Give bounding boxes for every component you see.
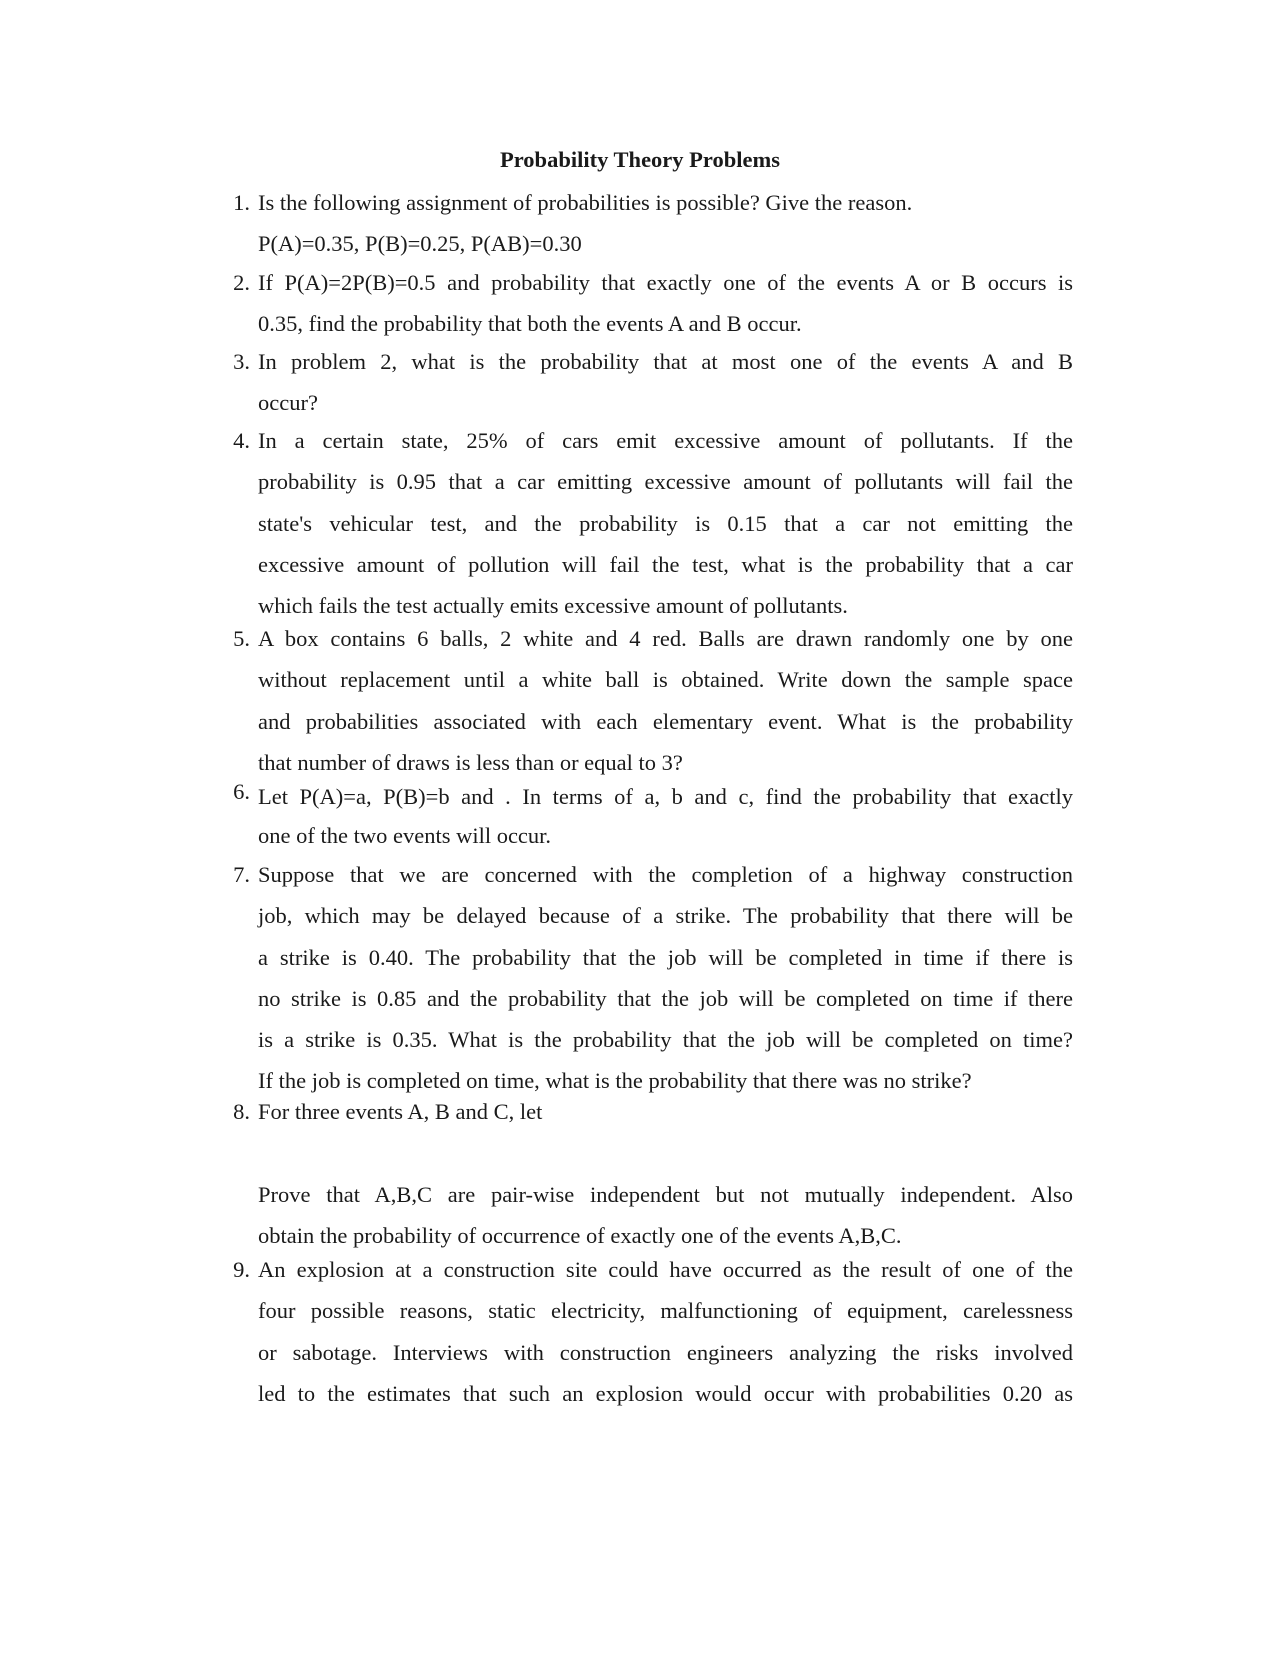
problem-number: 4.: [233, 428, 250, 453]
problem-number: 1.: [233, 190, 250, 215]
problem-line: led to the estimates that such an explosion would occur with probabilities 0.20 as: [258, 1380, 1073, 1406]
problem-text: [258, 1249, 1073, 1414]
problem-number: 2.: [233, 270, 250, 295]
problem-line: A box contains 6 balls, 2 white and 4 red. Balls are drawn randomly one by one: [258, 626, 1073, 651]
problem-text: [258, 854, 1073, 1102]
page-title: Probability Theory Problems: [499, 147, 780, 172]
problem-number: 5.: [233, 626, 250, 651]
problem-line: P(A)=0.35, P(B)=0.25, P(AB)=0.30: [258, 231, 582, 257]
problem-text: [258, 618, 1073, 783]
problem-text: [258, 262, 1073, 345]
problem-line: If P(A)=2P(B)=0.5 and probability that exactly one of the events A or B occurs is: [258, 270, 1073, 295]
problem-line: state's vehicular test, and the probability is 0.15 that a car not emitting the: [258, 510, 1073, 536]
problem-line: An explosion at a construction site could have occurred as the result of one of the: [258, 1257, 1073, 1282]
problem-line: four possible reasons, static electricity, malfunctioning of equipment, carelessness: [258, 1298, 1073, 1324]
problem-number: 9.: [233, 1257, 250, 1282]
problem-line: a strike is 0.40. The probability that the job will be completed in time if there is: [258, 944, 1073, 970]
problem-line: that number of draws is less than or equal to 3?: [258, 749, 683, 775]
problem-line: obtain the probability of occurrence of exactly one of the events A,B,C.: [258, 1222, 902, 1248]
problem-line: Prove that A,B,C are pair-wise independent but not mutually independent. Also: [258, 1181, 1073, 1207]
problem-text: [258, 1091, 1073, 1256]
problem-number: 3.: [233, 349, 250, 374]
problem-line: In problem 2, what is the probability that at most one of the events A and B: [258, 349, 1073, 374]
problem-line: or sabotage. Interviews with construction engineers analyzing the risks involved: [258, 1339, 1073, 1365]
problem-line: For three events A, B and C, let: [258, 1099, 543, 1124]
missing-formula-space: [258, 1132, 1073, 1173]
problem-line: is a strike is 0.35. What is the probability that the job will be completed on time?: [258, 1027, 1073, 1053]
problem-text: [258, 776, 1073, 857]
problem-line: and probabilities associated with each elementary event. What is the probability: [258, 708, 1073, 734]
problem-line: one of the two events will occur.: [258, 823, 552, 849]
problem-line: job, which may be delayed because of a strike. The probability that there will be: [258, 903, 1073, 929]
problem-line: Let P(A)=a, P(B)=b and . In terms of a, b and c, find the probability that exactly: [258, 784, 1073, 809]
problem-text: [258, 341, 1073, 424]
problem-line: occur?: [258, 390, 318, 416]
problem-line: which fails the test actually emits excessive amount of pollutants.: [258, 593, 848, 619]
problem-line: If the job is completed on time, what is the probability that there was no strike?: [258, 1068, 972, 1094]
problem-line: Is the following assignment of probabilities is possible? Give the reason.: [258, 190, 913, 215]
problem-line: no strike is 0.85 and the probability that the job will be completed on time if there: [258, 985, 1073, 1011]
problem-number: 6.: [233, 779, 250, 804]
problem-text: [258, 182, 1073, 265]
problem-line: without replacement until a white ball is obtained. Write down the sample space: [258, 667, 1073, 693]
problem-line: 0.35, find the probability that both the events A and B occur.: [258, 311, 802, 337]
problem-number: 7.: [233, 862, 250, 887]
problem-line: probability is 0.95 that a car emitting excessive amount of pollutants will fail the: [258, 469, 1073, 495]
problem-number: 8.: [233, 1099, 250, 1124]
problem-text: [258, 420, 1073, 626]
problem-line: Suppose that we are concerned with the completion of a highway construction: [258, 862, 1073, 887]
problem-line: excessive amount of pollution will fail the test, what is the probability that a car: [258, 551, 1073, 577]
problem-line: In a certain state, 25% of cars emit excessive amount of pollutants. If the: [258, 428, 1073, 453]
